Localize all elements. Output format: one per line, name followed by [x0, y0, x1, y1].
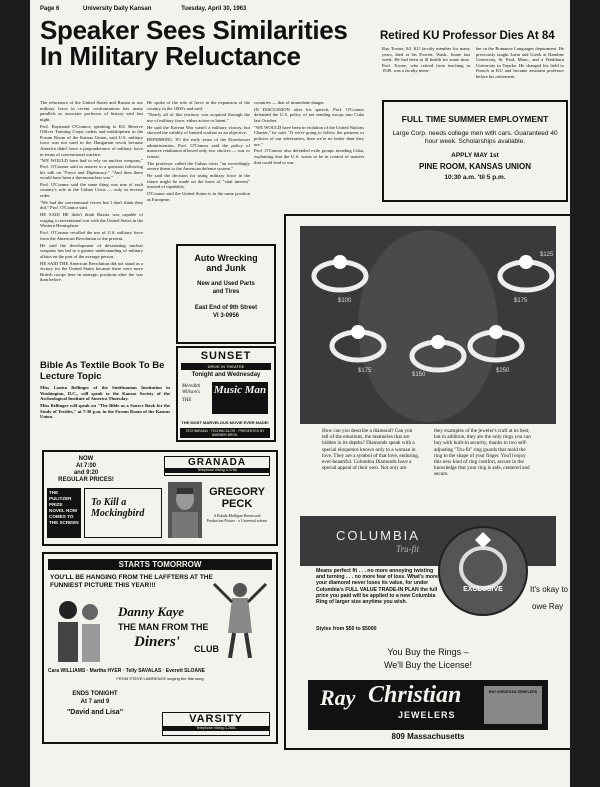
rings-illustration [300, 226, 556, 424]
tru-fit-logo: Tru-fit [396, 544, 420, 554]
varsity-name: VARSITY [189, 713, 243, 725]
ad-varsity-diners-club [42, 552, 278, 744]
varsity-ends-tonight: ENDS TONIGHT [72, 691, 118, 697]
diamond [333, 255, 347, 269]
columbia-brand: COLUMBIA [336, 528, 420, 543]
sunset-tech: TECHNIRAMA · TECHNICOLOR · PRESENTED BY WARNER BROS. [180, 428, 270, 438]
varsity-title-2: Diners' [134, 634, 180, 650]
license-tagline [286, 646, 570, 672]
tagline-line: We'll Buy the License! [383, 660, 473, 670]
paragraph: He spoke of the role of force in the expansion of the country in the 1800's and said: [147, 100, 250, 111]
granada-time: and 9:20 [73, 470, 99, 476]
ad-sunset-drive-in [176, 346, 276, 442]
gregory-peck-photo [168, 482, 202, 538]
granada-star [206, 486, 268, 510]
varsity-times: At 7 and 9 [80, 699, 110, 705]
paragraph: He said the Korean War wasn't a military victory, but showed the validity of limited warfare as an objective. [147, 124, 250, 136]
headline-speaker [40, 17, 370, 69]
headline-line-2: In Military Reluctance [40, 41, 301, 71]
paragraph: He said the development of devastating nuclear weapons has led to a greater understanding of military affairs on the part of the average person. [40, 242, 143, 259]
paper-name: University Daily Kansan [83, 6, 152, 12]
paragraph: Prof. O'Connor recalled the use of U.S. military force from the American Revolution to the present. [40, 230, 143, 241]
copy-column-1: How can you describe a diamond? Can you tell of the emotions, the memories that are hidden in its depths? Diamonds speak with a special eloquence known only to a woman in love. They are a symbol of that love, enduring, ever-beautiful. Columbia Diamonds have a special appeal of their own. Not only are [322, 428, 420, 472]
paragraph: Miss Louisa Bellinger of the Smithsonian Institution in Washington, D.C., will speak to the Kansas Society of the Archeological Institute of America Thursday. [40, 385, 170, 402]
granada-banner [164, 456, 270, 476]
employment-time: 10:30 a.m. 'til 5 p.m. [444, 174, 506, 181]
logo-christian: Christian [368, 682, 462, 708]
storefront-sign: RAY CHRISTIAN JEWELERS [488, 690, 538, 694]
star-last-name: PECK [221, 498, 253, 510]
paragraph: countries — that of immediate danger. [254, 100, 325, 105]
employment-place: PINE ROOM, KANSAS UNION [418, 162, 531, 171]
varsity-hanging: YOU'LL BE HANGING FROM THE LAFFTERS AT THE FUNNIEST PICTURE THIS YEAR!!! [50, 574, 213, 589]
headline-professor-dies: Retired KU Professor Dies At 84 [380, 30, 555, 42]
logo-ray: Ray [320, 685, 356, 710]
diamond [489, 325, 503, 339]
diamond [519, 255, 533, 269]
paragraph: He said the decision for using military force in the future might be made on the basis of "vital interest" instead of capability. [147, 173, 250, 190]
issue-date: Tuesday, April 30, 1963 [181, 6, 247, 12]
storefront-photo [484, 686, 542, 724]
paragraph: The professor called the Cuban crisis "an exceedingly severe threat to the American defense system." [147, 160, 250, 172]
granada-phone: Telephone VIking 3-3788 [165, 468, 269, 473]
varsity-illustration [212, 578, 268, 658]
varsity-starts: STARTS TOMORROW [48, 559, 272, 570]
varsity-couple-art [50, 596, 110, 666]
wrecking-parts [178, 280, 274, 296]
tagline-line: You Buy the Rings – [387, 647, 469, 657]
granada-now: NOW [78, 456, 94, 462]
paragraph: "WE WOULD have been in violation of the United Nations Charter," he said. "If we're going to follow the patterns or policies of our adversaries, then we're no better than they are." [254, 124, 364, 147]
varsity-title-3: CLUB [194, 644, 219, 654]
ring-price: $250 [496, 368, 510, 374]
varsity-title-1: THE MAN FROM THE [118, 622, 209, 632]
diamond [351, 325, 365, 339]
wrecking-line: New and Used Parts [197, 281, 255, 287]
ring-price: $150 [412, 372, 426, 378]
exclusive-label: EXCLUSIVE [463, 586, 503, 593]
star-first-name: GREGORY [209, 486, 265, 498]
paragraph: Miss Bellinger will speak on "The Bible as a Source Book for the Study of Textiles," at 7:30 p.m. in the Forum Room of the Kansas Union. [40, 402, 170, 420]
paragraph: "Nearly all of this territory was acquired through the use of military force, either active or latent." [147, 112, 250, 123]
copy-column-2: they examples of the jeweler's craft at its best, but in addition, they are the only rings you can buy with built-in security, thanks to two self-adjusting "Tru-fit" ring guards that mold the ring to the shape of your finger. You'll enjoy this new kind of ring comfort, secure in the knowledge that your ring is safe, centered and secure. [434, 428, 531, 478]
ring-price: $125 [540, 252, 554, 258]
paragraph: O'Connor said the United States is in the same position as European [147, 191, 250, 202]
employment-title: FULL TIME SUMMER EMPLOYMENT [401, 114, 549, 124]
paragraph: "We had the conventional forces but I don't think they did," Prof. O'Connor said. [40, 199, 143, 211]
owe-ray [530, 582, 570, 598]
bible-headline: Bible As Textile Book To Be Lecture Topic [40, 360, 165, 382]
ad-auto-wrecking [176, 244, 276, 344]
varsity-credit: FROM STEVE LAWRENCE singing the title song [116, 676, 204, 681]
styles-range: Styles from $50 to $5000 [316, 626, 377, 632]
story1-column-2 [147, 100, 250, 240]
employment-body: Large Corp. needs college men with cars. Guaranteed 40 hour week. Scholarships available. [392, 130, 558, 145]
owe-ray-line: It's okay to [530, 585, 568, 594]
ad-granada-mockingbird [42, 450, 278, 546]
granada-showtimes [48, 456, 124, 484]
perfect-fit-copy: Means perfect fit . . . no more annoying twisting and turning . . . no more fear of loss. What's more your diamond never loses its value, for under Columbia's FULL VALUE TRADE-IN PLAN the full price you paid will be applied to a new Columbia Ring of larger size anytime you wish. [316, 568, 438, 606]
sunset-name: SUNSET [200, 350, 252, 362]
granada-prices: REGULAR PRICES! [58, 477, 114, 483]
copy-panel [300, 424, 556, 516]
granada-pulitzer: THE PULITZER PRIZE NOVEL NOW COMES TO THE SCREEN [47, 488, 81, 538]
newspaper-page [30, 0, 570, 787]
varsity-phone: Telephone VIking 3-2861 [163, 726, 269, 731]
varsity-david-lisa: "David and Lisa" [66, 709, 124, 716]
wrecking-line: and Tires [212, 289, 240, 295]
story1-column-1 [40, 100, 143, 358]
diamond [431, 335, 445, 349]
story2-column-1: Ray Towne, 84, KU faculty member for many years, died at his Everett, Wash., home last week. He had been in ill health for some time. Prof. Towne, who retired from teaching in 1949, was a faculty mem- [382, 46, 470, 74]
wrecking-title [178, 253, 274, 273]
paragraph: IN DISCUSSION after his speech, Prof. O'Connor defended the U.S. policy of not sending troops into Cuba last October. [254, 106, 364, 123]
employment-apply: APPLY MAY 1st [451, 152, 499, 159]
varsity-ends [50, 690, 140, 717]
owe-ray-line-2: owe Ray [532, 602, 564, 611]
story2-column-2: ber in the Romance Languages department. He previously taught Latin and Greek at Hamline University, St. Paul, Minn., and a Washburn University in Topeka. He changed his field to French at KU and became assistant professor before his retirement. [476, 46, 564, 79]
paragraph: The reluctance of the United States and Russia to use military force in recent confrontations has many parallels as associate professor of history said last night. [40, 100, 143, 122]
ring-price: $100 [338, 298, 352, 304]
varsity-cast: Cara WILLIAMS · Martha HYER · Telly SAVALAS · Everett SLOANE [48, 668, 205, 674]
granada-time: At 7:00 [75, 463, 96, 469]
granada-name: GRANADA [187, 457, 247, 468]
ad-summer-employment [382, 100, 568, 202]
sunset-meredith: Meredith Willson's [182, 384, 201, 395]
wrecking-line: and Junk [206, 263, 246, 273]
paragraph: "WE WOULD have had to rely on nuclear weapons," Prof. O'Connor said in answer to a question following his talk on "Force and Diplomacy." "And then there would have been a thermonuclear war." [40, 158, 143, 181]
paragraph: Prof. Raymond O'Connor, speaking to KU Reserve Officer Training Corps cadets and midshipmen in the Forum Room of the Kansas Union, said U.S. military force was not used in the Hungarian revolt because America didn't have a preponderance of military force in terms of conventional warfare. [40, 123, 143, 157]
paragraph: REFERRING TO the early years of the Eisenhower administration, Prof. O'Connor said the policy of massive retaliation allowed only two choices — war or retreat. [147, 137, 250, 159]
ad-ray-christian-jewelers [284, 214, 570, 750]
sunset-nights: Tonight and Wednesday [191, 372, 261, 378]
rings-photo [300, 226, 556, 424]
page-header [40, 6, 370, 15]
sunset-sub: DRIVE IN THEATRE [181, 363, 271, 370]
story1-column-3 [254, 100, 364, 218]
story-bible [40, 360, 170, 421]
wrecking-line: Auto Wrecking [194, 253, 258, 263]
paragraph: HE SAID THE American Revolution did not stand as a victory for the United States because there were more British troops here in strategic positions after the war than before. [40, 260, 143, 283]
granada-movie-title: To Kill a Mockingbird [84, 488, 162, 538]
paragraph: Prof. O'Connor also defended exile groups invading Cuba, explaining that the U.S. wants to be in control of matters that could lead to war. [254, 148, 364, 165]
granada-credit: A Pakula-Mulligan Brentwood Production Picture · a Universal release [206, 514, 268, 523]
sunset-the: THE [182, 398, 192, 403]
ring-price: $175 [514, 298, 528, 304]
jeweler-address: 809 Massachusetts [391, 732, 465, 741]
logo-jewelers: JEWELERS [398, 710, 456, 720]
sunset-movie-title: Music Man [212, 382, 268, 414]
bible-body [40, 385, 170, 420]
ring-price: $175 [358, 368, 372, 374]
sunset-tagline: THE MOST MARVELOUS MOVIE EVER MADE! [181, 420, 269, 425]
varsity-danny-kaye: Danny Kaye [118, 604, 185, 619]
wrecking-phone: VI 3-0956 [212, 313, 240, 319]
wrecking-address [178, 304, 274, 320]
paragraph: Prof. O'Connor said the same thing was true of each country's role in the Cuban Crisis — only in reverse order. [40, 181, 143, 199]
exclusive-seal [438, 526, 528, 616]
page-number: Page 6 [40, 6, 60, 12]
varsity-banner [162, 712, 270, 736]
headline-line-1: Speaker Sees Similarities [40, 15, 348, 45]
paragraph: HE SAID HE didn't think Russia was capable of waging a conventional war with the United States in the Western Hemisphere. [40, 212, 143, 229]
wrecking-line: East End of 9th Street [194, 305, 258, 311]
ray-christian-logo [308, 680, 548, 730]
